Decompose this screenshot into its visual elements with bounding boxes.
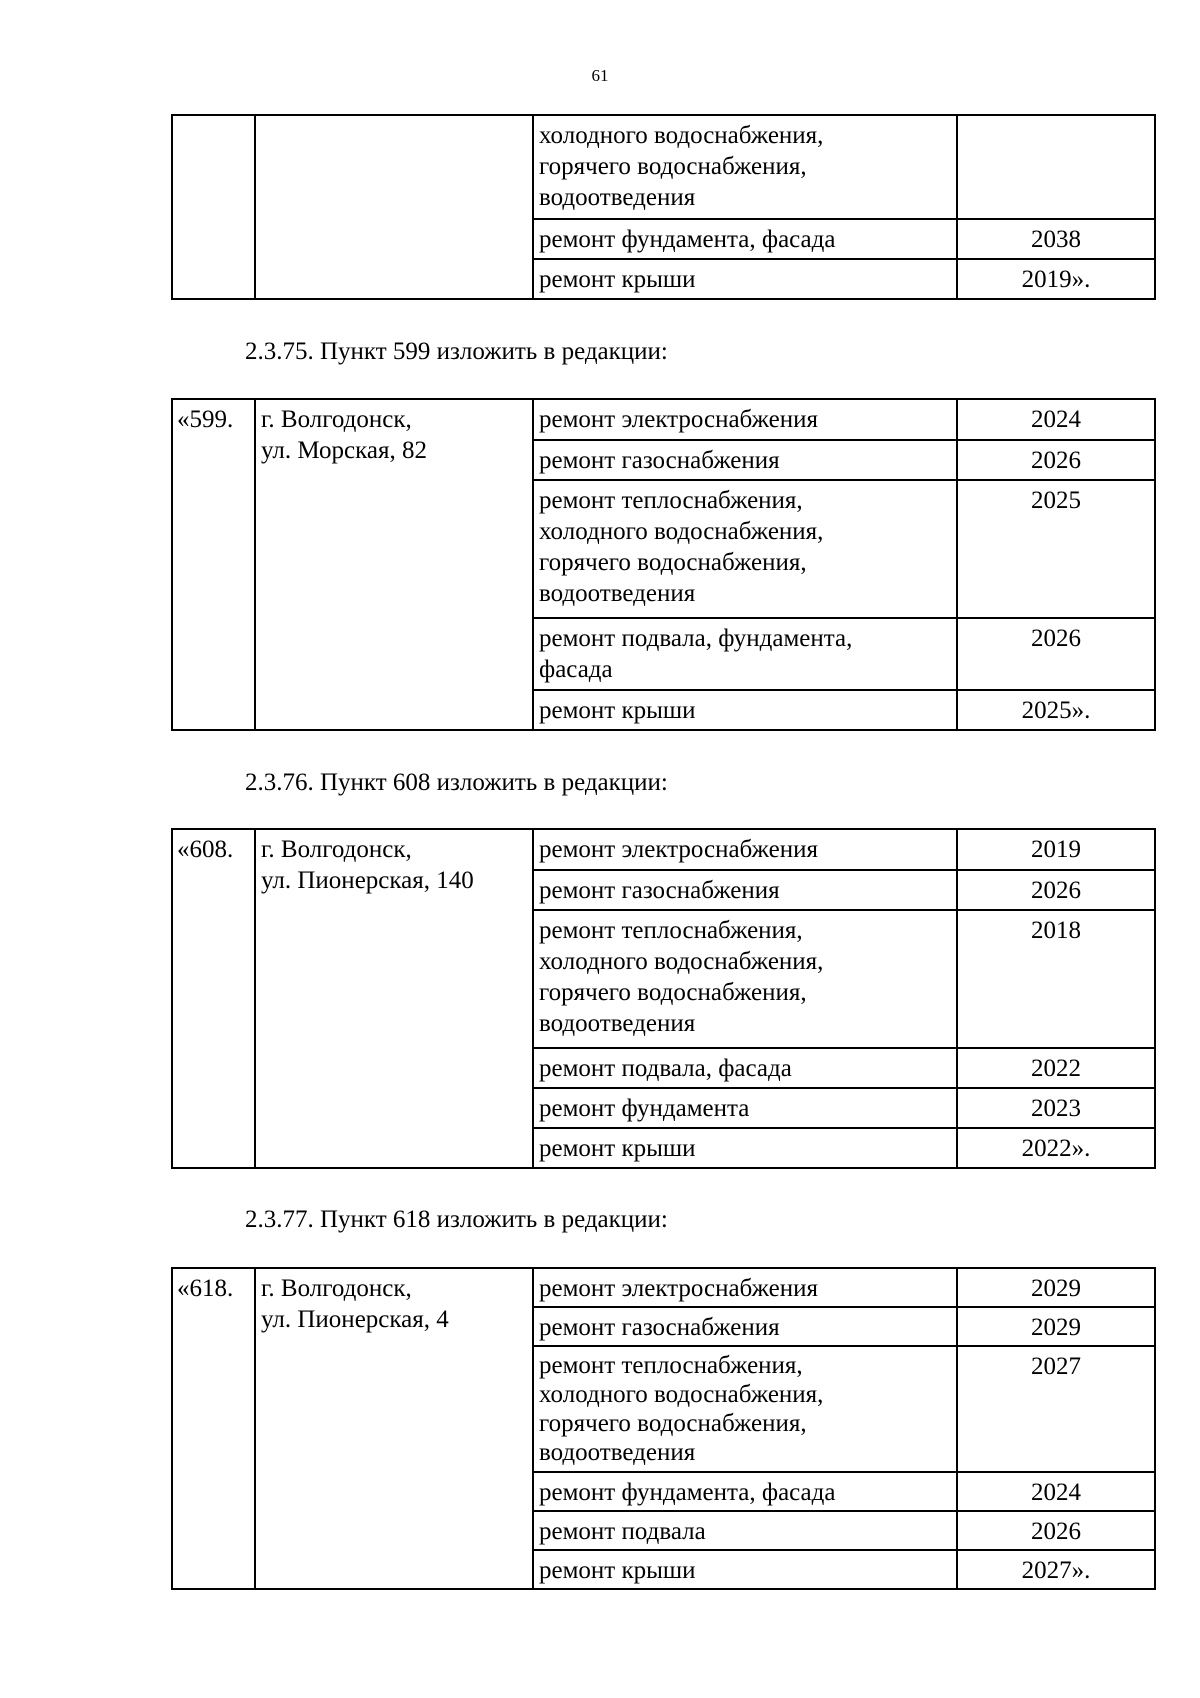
work-cell — [533, 1346, 957, 1472]
item-number-cell: «608. — [172, 829, 255, 1168]
work-line: водоотведения — [539, 184, 696, 211]
work-line: ремонт электроснабжения — [539, 406, 818, 433]
work-cell — [533, 1268, 957, 1307]
work-cell — [533, 1048, 957, 1088]
year-cell: 2022». — [957, 1128, 1155, 1168]
work-line: горячего водоснабжения, — [539, 549, 807, 576]
year-cell: 2038 — [957, 219, 1155, 259]
work-cell — [533, 219, 957, 259]
work-cell — [533, 115, 957, 219]
address-line: г. Волгодонск, — [261, 406, 412, 433]
section-table — [171, 828, 1156, 1169]
work-cell — [533, 1472, 957, 1511]
year-cell: 2025». — [957, 690, 1155, 730]
work-line: ремонт теплоснабжения, — [539, 917, 803, 944]
work-line: ремонт подвала — [539, 1518, 706, 1545]
item-number-cell: «599. — [172, 399, 255, 730]
work-cell — [533, 690, 957, 730]
work-line: ремонт крыши — [539, 1557, 696, 1584]
work-line: ремонт подвала, фасада — [539, 1055, 792, 1082]
work-cell — [533, 1511, 957, 1550]
work-cell — [533, 440, 957, 480]
section-intro: 2.3.77. Пункт 618 изложить в редакции: — [245, 1206, 668, 1233]
work-line: ремонт крыши — [539, 697, 696, 724]
year-cell: 2026 — [957, 1511, 1155, 1550]
work-line: ремонт газоснабжения — [539, 877, 780, 904]
address-cell — [255, 1268, 533, 1589]
work-cell — [533, 829, 957, 870]
section-intro: 2.3.75. Пункт 599 изложить в редакции: — [245, 338, 668, 365]
year-cell: 2029 — [957, 1307, 1155, 1346]
work-line: ремонт теплоснабжения, — [539, 1352, 803, 1379]
item-number-cell: «618. — [172, 1268, 255, 1589]
address-line: г. Волгодонск, — [261, 836, 412, 863]
work-line: водоотведения — [539, 1010, 696, 1037]
work-line: водоотведения — [539, 1439, 696, 1466]
work-line: ремонт газоснабжения — [539, 447, 780, 474]
section-intro: 2.3.76. Пункт 608 изложить в редакции: — [245, 769, 668, 796]
year-cell: 2027 — [957, 1346, 1155, 1472]
work-line: горячего водоснабжения, — [539, 153, 807, 180]
year-cell: 2019 — [957, 829, 1155, 870]
work-line: ремонт крыши — [539, 266, 696, 293]
address-line: г. Волгодонск, — [261, 1275, 412, 1302]
table-row — [172, 399, 1155, 440]
work-line: ремонт крыши — [539, 1135, 696, 1162]
year-cell: 2027». — [957, 1550, 1155, 1589]
year-cell: 2026 — [957, 870, 1155, 910]
year-cell: 2024 — [957, 399, 1155, 440]
year-cell: 2025 — [957, 480, 1155, 618]
work-line: холодного водоснабжения, — [539, 122, 824, 149]
work-cell — [533, 870, 957, 910]
work-cell — [533, 399, 957, 440]
work-line: холодного водоснабжения, — [539, 948, 824, 975]
work-cell — [533, 1088, 957, 1128]
year-cell: 2018 — [957, 910, 1155, 1048]
work-line: холодного водоснабжения, — [539, 518, 824, 545]
year-cell: 2019». — [957, 259, 1155, 299]
year-cell: 2023 — [957, 1088, 1155, 1128]
year-cell: 2022 — [957, 1048, 1155, 1088]
address-cell — [255, 115, 533, 299]
address-line: ул. Морская, 82 — [261, 437, 427, 464]
work-cell — [533, 1550, 957, 1589]
address-line: ул. Пионерская, 140 — [261, 867, 474, 894]
year-cell: 2026 — [957, 440, 1155, 480]
work-line: водоотведения — [539, 580, 696, 607]
work-cell — [533, 618, 957, 690]
address-cell — [255, 829, 533, 1168]
section-table — [171, 398, 1156, 731]
work-line: ремонт электроснабжения — [539, 836, 818, 863]
work-cell — [533, 1307, 957, 1346]
table-row — [172, 115, 1155, 219]
work-cell — [533, 259, 957, 299]
work-line: ремонт газоснабжения — [539, 1314, 780, 1341]
section-table — [171, 1267, 1156, 1590]
year-cell: 2026 — [957, 618, 1155, 690]
table-row — [172, 829, 1155, 870]
work-cell — [533, 1128, 957, 1168]
work-line: ремонт теплоснабжения, — [539, 487, 803, 514]
work-cell — [533, 480, 957, 618]
work-line: ремонт электроснабжения — [539, 1275, 818, 1302]
work-cell — [533, 910, 957, 1048]
work-line: ремонт фундамента, фасада — [539, 1479, 836, 1506]
work-line: горячего водоснабжения, — [539, 1410, 807, 1437]
page-number: 61 — [591, 66, 609, 85]
continuation-table — [171, 114, 1156, 300]
work-line: ремонт подвала, фундамента, — [539, 625, 853, 652]
item-number-cell — [172, 115, 255, 299]
table-row — [172, 1268, 1155, 1307]
year-cell — [957, 115, 1155, 219]
work-line: горячего водоснабжения, — [539, 979, 807, 1006]
work-line: ремонт фундамента, фасада — [539, 226, 836, 253]
year-cell: 2024 — [957, 1472, 1155, 1511]
address-line: ул. Пионерская, 4 — [261, 1306, 449, 1333]
work-line: фасада — [539, 656, 613, 683]
work-line: ремонт фундамента — [539, 1095, 750, 1122]
year-cell: 2029 — [957, 1268, 1155, 1307]
address-cell — [255, 399, 533, 730]
work-line: холодного водоснабжения, — [539, 1381, 824, 1408]
